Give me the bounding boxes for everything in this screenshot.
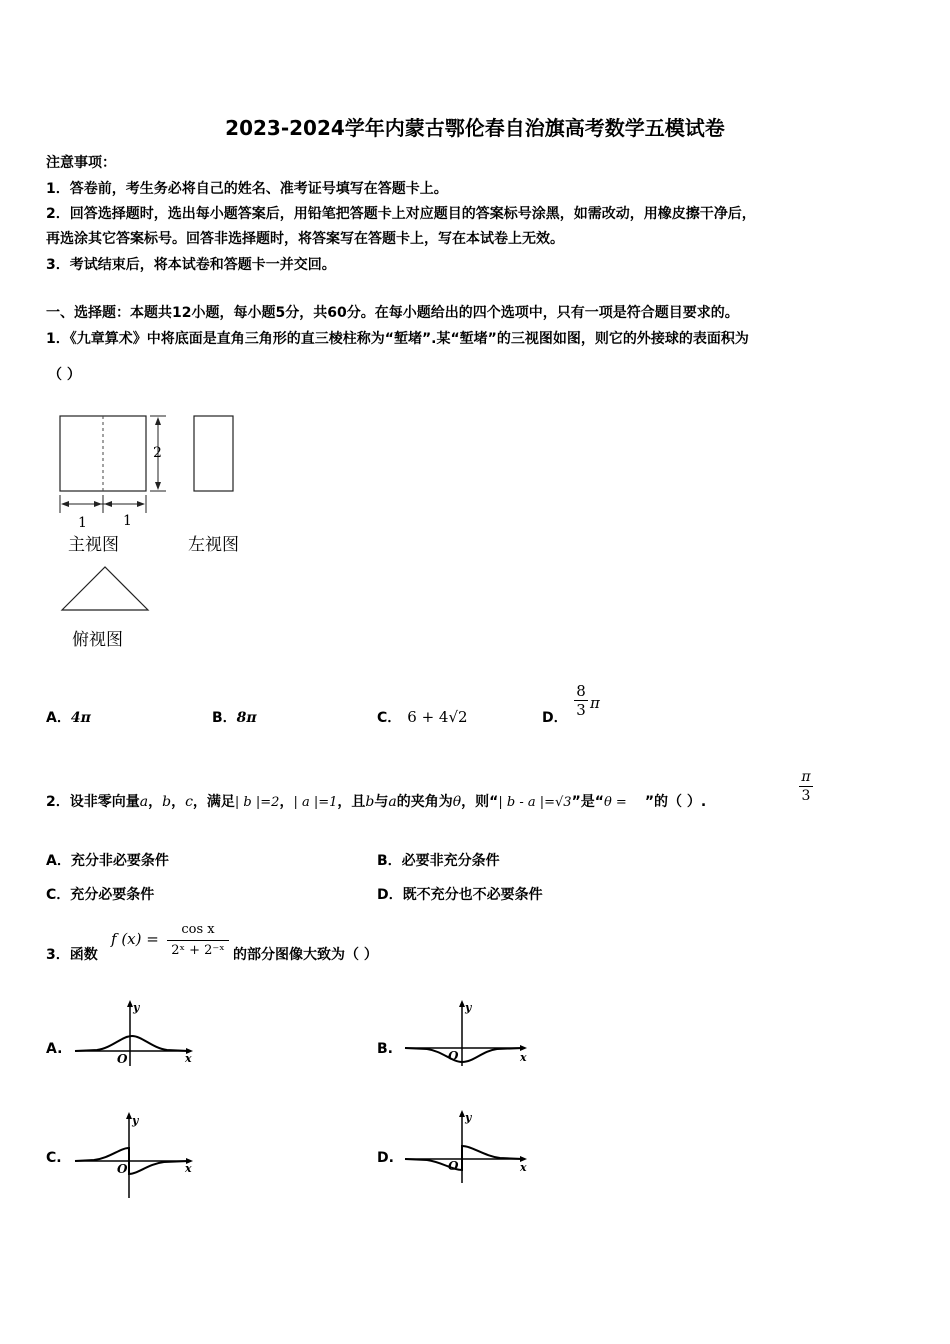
q2-p8: ”的（ ）.: [644, 794, 707, 810]
q3-graph-b-x: x: [520, 1051, 527, 1064]
dim-width-label-2: 1: [123, 513, 132, 529]
top-view-triangle: [62, 567, 148, 610]
q1-text: 1．《九章算术》中将底面是直角三角形的直三棱柱称为“堑堵”.某“堑堵”的三视图如图，则它的外接球的表面积为: [46, 331, 749, 347]
q2-p1: 2．设非零向量: [46, 794, 140, 810]
q2-comma-1: ，: [148, 794, 163, 810]
q1-option-a-label: A．: [46, 710, 71, 726]
q2-pi: π: [801, 769, 811, 785]
q3-graph-c-o: O: [117, 1162, 128, 1176]
q2-comma-3: ，: [279, 794, 294, 810]
q2-p6: ，则“: [461, 794, 499, 810]
q2-p5: 的夹角为: [396, 794, 453, 810]
q2-cond-2: | a |=1: [293, 795, 338, 810]
q1-option-a[interactable]: [46, 707, 91, 727]
q2-option-b[interactable]: B．必要非充分条件: [377, 853, 500, 869]
q3-num: cos x: [181, 922, 215, 937]
q1-option-a-value: 4π: [70, 710, 91, 726]
q2-vec-a-2: a: [388, 794, 397, 810]
q3-graph-a: [72, 998, 197, 1068]
q3-fraction: [167, 920, 229, 961]
q3-graph-d-o: O: [448, 1159, 459, 1173]
q2-vec-b-2: b: [365, 794, 375, 810]
q3-graph-c: [72, 1108, 197, 1200]
q1-option-d-label: D．: [542, 710, 568, 726]
q2-vec-c: c: [185, 794, 193, 810]
q3-graph-a-x: x: [185, 1052, 192, 1065]
q3-graph-b-y: y: [465, 1001, 472, 1014]
notice-item-2-cont: 再选涂其它答案标号。回答非选择题时，将答案写在答题卡上，写在本试卷上无效。: [46, 231, 564, 247]
page-title: 2023-2024学年内蒙古鄂伦春自治旗高考数学五模试卷: [225, 116, 725, 140]
q2-expr: | b - a |=√3: [498, 795, 572, 810]
q1-option-b-value: 8π: [236, 710, 257, 726]
notice-item-2: 2．回答选择题时，选出每小题答案后，用铅笔把答题卡上对应题目的答案标号涂黑，如需改动，用橡皮擦干净后，: [46, 206, 756, 222]
q2-pi-fraction: [799, 768, 813, 805]
notice-item-1: 1．答卷前，考生务必将自己的姓名、准考证号填写在答题卡上。: [46, 181, 448, 197]
q3-graph-b-o: O: [448, 1049, 459, 1063]
q2-cond-1: | b |=2: [234, 795, 280, 810]
q3-option-b[interactable]: B.: [377, 1041, 393, 1057]
q1-option-c[interactable]: [377, 707, 468, 727]
top-view-label: 俯视图: [72, 630, 123, 650]
q2-p7: ”是“: [571, 794, 604, 810]
q2-theta: θ: [452, 794, 462, 810]
q2-vec-a: a: [139, 794, 149, 810]
q2-three: 3: [799, 786, 813, 805]
section-heading: 一、选择题：本题共12小题，每小题5分，共60分。在每小题给出的四个选项中，只有一项是符合题目要求的。: [46, 305, 739, 321]
q3-graph-c-x: x: [185, 1162, 192, 1175]
q1-option-d-den: 3: [574, 700, 588, 719]
q3-fx: f (x) =: [111, 930, 159, 948]
q1-option-d-fraction: [574, 682, 588, 719]
q3-graph-c-y: y: [132, 1114, 139, 1127]
q2-comma-2: ，: [171, 794, 186, 810]
q3-graph-a-o: O: [117, 1052, 128, 1066]
q1-option-c-label: C．: [377, 710, 402, 726]
side-view-rect: [194, 416, 233, 491]
q2-p3: ，且: [337, 794, 366, 810]
dim-height-label: 2: [153, 445, 162, 461]
notice-heading: 注意事项：: [46, 155, 116, 171]
q2-p4: 与: [374, 794, 389, 810]
q1-option-b-label: B．: [212, 710, 237, 726]
q2-p2: ，满足: [192, 794, 235, 810]
q3-p1: 3．函数: [46, 947, 98, 963]
side-view-label: 左视图: [188, 535, 239, 555]
q3-option-c[interactable]: C.: [46, 1150, 62, 1166]
q3-p2: 的部分图像大致为（ ）: [233, 947, 378, 963]
q2-eq: θ =: [603, 795, 627, 810]
q1-option-c-value: 6 + 4√2: [407, 708, 468, 726]
q1-three-view-figure: [50, 405, 270, 660]
q3-graph-d: [402, 1108, 532, 1188]
notice-item-3: 3．考试结束后，将本试卷和答题卡一并交回。: [46, 257, 336, 273]
q2-option-d[interactable]: D．既不充分也不必要条件: [377, 887, 543, 903]
q2-stem: [46, 791, 706, 811]
q1-option-d[interactable]: [542, 707, 568, 727]
q1-option-d-pi: π: [590, 694, 600, 712]
q2-option-c[interactable]: C．充分必要条件: [46, 887, 155, 903]
q3-option-a[interactable]: A.: [46, 1041, 63, 1057]
front-view-label: 主视图: [68, 535, 119, 555]
q3-graph-d-x: x: [520, 1161, 527, 1174]
q2-option-a[interactable]: A．充分非必要条件: [46, 853, 169, 869]
q2-vec-b: b: [162, 794, 172, 810]
q1-option-b[interactable]: [212, 707, 257, 727]
q3-den: 2ˣ + 2⁻ˣ: [167, 940, 229, 961]
q3-graph-a-y: y: [133, 1001, 140, 1014]
dim-width-label-1: 1: [78, 515, 87, 531]
q3-graph-b: [402, 998, 532, 1070]
q3-option-d[interactable]: D.: [377, 1150, 394, 1166]
q1-option-d-num: 8: [576, 682, 586, 700]
q1-paren: （ ）: [48, 367, 81, 383]
q3-graph-d-y: y: [465, 1111, 472, 1124]
